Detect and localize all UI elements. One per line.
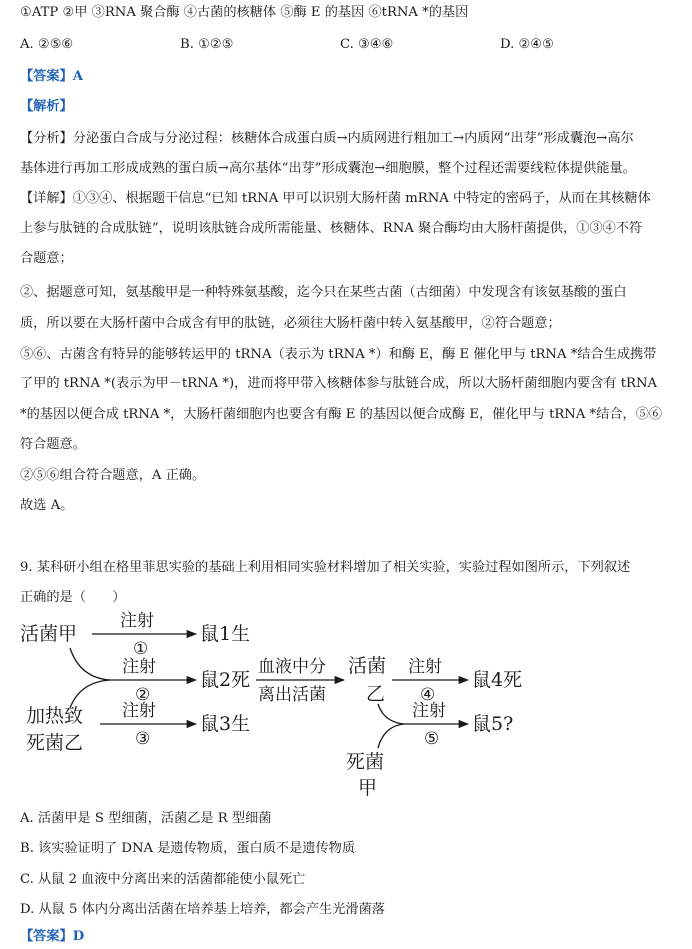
- inject-label: 注射: [408, 657, 442, 677]
- question-9-option-b: B. 该实验证明了 DNA 是遗传物质，蛋白质不是遗传物质: [20, 841, 356, 856]
- analysis-line: 【分析】分泌蛋白合成与分泌过程：核糖体合成蛋白质→内质网进行粗加工→内质网“出芽”形成囊泡→高尔: [20, 131, 634, 146]
- step-2-label: ②: [135, 685, 151, 705]
- inject-label: 注射: [120, 611, 154, 631]
- analysis-line: ⑤⑥、古菌含有特异的能够转运甲的 tRNA（表示为 tRNA *）和酶 E，酶 E 催化甲与 tRNA *结合生成携带: [20, 347, 657, 362]
- answer-row-8: [20, 68, 83, 86]
- question-9-stem: 9. 某科研小组在格里菲思实验的基础上利用相同实验材料增加了相关实验，实验过程如图所示，下列叙述: [20, 560, 631, 575]
- question-9-option-c: C. 从鼠 2 血液中分离出来的活菌都能使小鼠死亡: [20, 872, 306, 887]
- live-bacteria-b-label: 活菌: [348, 655, 387, 677]
- step-3-label: ③: [135, 729, 151, 749]
- analysis-label: 【解析】: [20, 99, 73, 114]
- answer-row-9: [20, 928, 84, 946]
- answer-value: A: [72, 69, 83, 84]
- live-bacteria-a-label: 活菌甲: [20, 623, 78, 645]
- analysis-line: 基体进行再加工形成成熟的蛋白质→高尔基体“出芽”形成囊泡→细胞膜，整个过程还需要线粒体提供能量。: [20, 161, 636, 176]
- analysis-line: 故选 A。: [20, 498, 74, 513]
- separate-bottom-label: 离出活菌: [258, 685, 326, 705]
- curve-from-live-a: [70, 648, 110, 680]
- heat-killed-b-label: 加热致: [26, 705, 84, 727]
- option-a: A. ②⑤⑥: [20, 37, 74, 52]
- curve-from-heat-killed-b: [70, 680, 110, 708]
- curve-from-live-b: [378, 704, 404, 724]
- mouse-5-result: 鼠5?: [472, 713, 514, 735]
- analysis-line: 合题意；: [20, 251, 73, 266]
- question-9-option-a: A. 活菌甲是 S 型细菌，活菌乙是 R 型细菌: [20, 811, 272, 826]
- mouse-3-result: 鼠3生: [200, 713, 251, 735]
- curve-from-dead-a: [378, 724, 404, 748]
- inject-label: 注射: [122, 657, 156, 677]
- live-bacteria-b-label: 乙: [366, 683, 386, 705]
- step-1-label: ①: [133, 639, 149, 659]
- analysis-line: 【详解】①③④、根据题干信息“已知 tRNA 甲可以识别大肠杆菌 mRNA 中特定的密码子，从而在其核糖体: [20, 191, 651, 206]
- answer-value: D: [72, 929, 85, 944]
- step-5-label: ⑤: [424, 729, 440, 749]
- question-8-items: ①ATP ②甲 ③RNA 聚合酶 ④古菌的核糖体 ⑤酶 E 的基因 ⑥tRNA *的基因: [20, 5, 469, 20]
- mouse-4-result: 鼠4死: [472, 669, 523, 691]
- option-b: B. ①②⑤: [180, 37, 234, 52]
- answer-label: 【答案】: [20, 929, 73, 944]
- dead-bacteria-a-label: 甲: [358, 777, 378, 798]
- inject-label: 注射: [122, 701, 156, 721]
- question-9-option-d: D. 从鼠 5 体内分离出活菌在培养基上培养，都会产生光滑菌落: [20, 902, 385, 917]
- step-4-label: ④: [420, 685, 436, 705]
- experiment-diagram: [0, 608, 692, 798]
- option-d: D. ②④⑤: [500, 37, 554, 52]
- mouse-1-result: 鼠1生: [200, 623, 251, 645]
- dead-bacteria-a-label: 死菌: [346, 751, 385, 773]
- separate-top-label: 血液中分: [258, 657, 326, 677]
- heat-killed-b-label: 死菌乙: [26, 732, 84, 754]
- analysis-line: 符合题意。: [20, 437, 86, 452]
- question-9-stem: 正确的是（ ）: [20, 590, 126, 605]
- question-8-options: [20, 36, 554, 54]
- analysis-line: 质，所以要在大肠杆菌中合成含有甲的肽链，必须往大肠杆菌中转入氨基酸甲，②符合题意；: [20, 316, 561, 331]
- option-c: C. ③④⑥: [340, 37, 394, 52]
- answer-label: 【答案】: [20, 69, 73, 84]
- analysis-line: 了甲的 tRNA *(表示为甲－tRNA *)，进而将甲带入核糖体参与肽链合成，所以大肠杆菌细胞内要含有 tRNA: [20, 376, 658, 391]
- analysis-line: ②、据题意可知，氨基酸甲是一种特殊氨基酸，迄今只在某些古菌（古细菌）中发现含有该氨基酸的蛋白: [20, 285, 627, 300]
- analysis-line: 上参与肽链的合成肽链”，说明该肽链合成所需能量、核糖体、RNA 聚合酶均由大肠杆菌提供，①③④不符: [20, 221, 643, 236]
- analysis-line: ②⑤⑥组合符合题意，A 正确。: [20, 468, 206, 483]
- mouse-2-result: 鼠2死: [200, 669, 251, 691]
- inject-label: 注射: [412, 701, 446, 721]
- analysis-line: *的基因以便合成 tRNA *，大肠杆菌细胞内也要含有酶 E 的基因以便合成酶 E，催化甲与 tRNA *结合，⑤⑥: [20, 407, 663, 422]
